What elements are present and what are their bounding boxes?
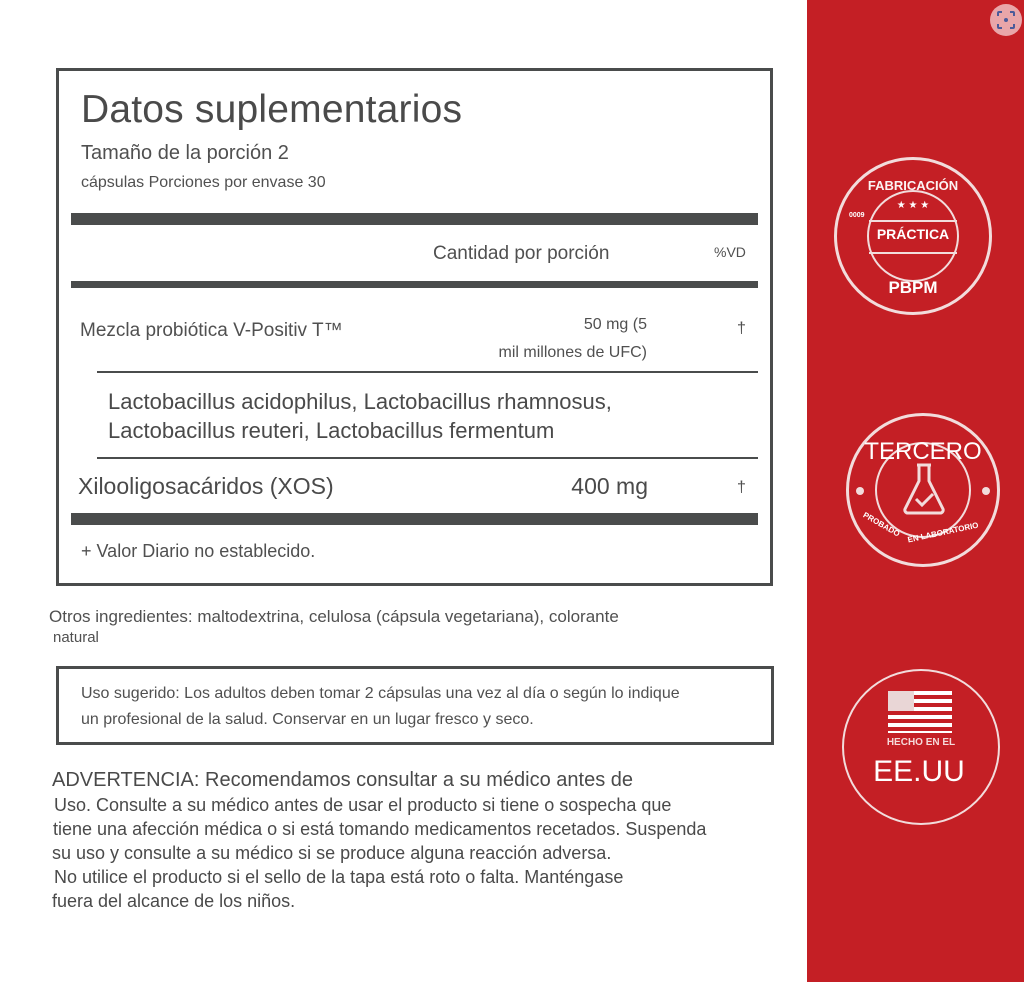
suggested-use-text [81,681,741,733]
lab-top-text: TERCERO [864,438,982,465]
other-ingredients-line2: natural [53,629,99,646]
flask-check-icon [899,461,949,516]
gmp-stars: ★ ★ ★ [896,200,930,211]
header-amount: Cantidad por porción [433,243,610,264]
ingredient-amount-probiotic [440,311,647,367]
gmp-small-number: 0009 [849,212,865,219]
amount-line1: 50 mg (5 [583,316,647,333]
warning-line: su uso y consulte a su médico si se produce alguna reacción adversa. [52,843,612,863]
warning-line: tiene una afección médica o si está tomando medicamentos recetados. Suspenda [53,819,707,839]
suggested-use-line1: Uso sugerido: Los adultos deben tomar 2 cápsulas una vez al día o según lo indique [81,685,680,702]
serving-size: Tamaño de la porción 2 [81,142,289,164]
ingredient-name-probiotic: Mezcla probiótica V-Positiv T™ [80,320,343,341]
facts-title: Datos suplementarios [81,88,463,131]
made-in-label: HECHO EN EL [886,737,956,748]
dv-dagger-xos: † [737,479,746,496]
probiotic-strains [108,387,612,445]
thick-divider-top [71,213,758,225]
gmp-line-top [869,220,957,222]
warning-line: No utilice el producto si el sello de la tapa está roto o falta. Manténgase [54,867,624,887]
strains-line1: Lactobacillus acidophilus, Lactobacillus rhamnosus, [108,389,612,414]
warning-line: Uso. Consulte a su médico antes de usar el producto si tiene o sospecha que [54,795,672,815]
made-in-usa-badge [842,669,1000,825]
gmp-badge [834,157,992,315]
other-ingredients-line1: Otros ingredientes: maltodextrina, celulosa (cápsula vegetariana), colorante [49,607,619,626]
gmp-line-bottom [869,252,957,254]
scan-icon [997,11,1015,29]
daily-value-footnote: + Valor Diario no establecido. [81,541,316,561]
dv-dagger-probiotic: † [737,320,746,337]
usa-label: EE.UU [873,755,965,788]
servings-per-container: cápsulas Porciones por envase 30 [81,174,326,191]
divider-strains-top [97,371,758,373]
lab-left-text: PROBADO [861,510,902,539]
strains-line2: Lactobacillus reuteri, Lactobacillus fermentum [108,418,555,443]
ingredient-amount-xos: 400 mg [571,473,648,499]
suggested-use-line2: un profesional de la salud. Conservar en un lugar fresco y seco. [81,711,534,728]
lab-tested-badge [846,413,1000,567]
warning-block [52,767,752,913]
gmp-top-text: FABRICACIÓN [867,178,959,193]
other-ingredients [49,606,749,648]
lab-right-text: EN LABORATORIO [906,520,980,545]
warning-heading: ADVERTENCIA: Recomendamos consultar a su médico antes de [52,769,634,791]
divider-strains-bottom [97,457,758,459]
lab-dot-left [856,487,864,495]
header-daily-value: %VD [714,244,746,260]
warning-line: fuera del alcance de los niños. [52,891,296,911]
visual-search-button[interactable] [990,4,1022,36]
divider-header [71,281,758,288]
amount-line2: mil millones de UFC) [498,344,647,361]
ingredient-name-xos: Xilooligosacáridos (XOS) [78,473,334,499]
gmp-center-text: PRÁCTICA [876,226,950,242]
us-flag-icon [888,691,952,733]
lab-dot-right [982,487,990,495]
thick-divider-bottom [71,513,758,525]
gmp-bottom-text: PBPM [888,278,938,297]
